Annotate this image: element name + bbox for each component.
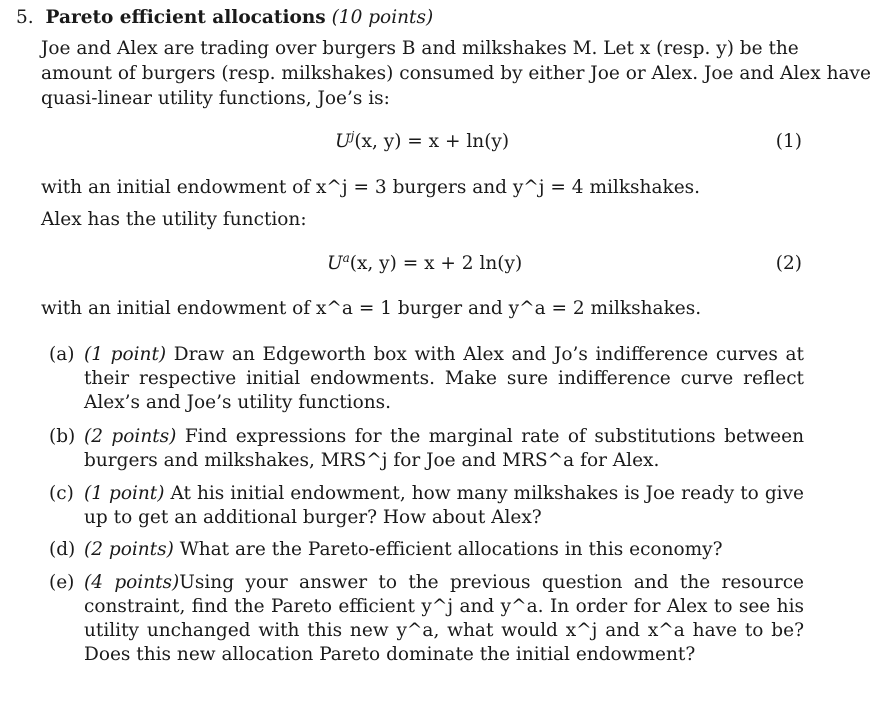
intro-line-1: Joe and Alex are trading over burgers B and milkshakes M. Let x (resp. y) be the [41,38,799,59]
problem-page: 5. Pareto efficient allocations (10 points) Joe and Alex are trading over burgers B and milkshakes M. Let x (resp. y) be the amount of burgers (resp. milkshakes) consumed by either Joe or Alex. Joe and Alex have quasi-linear utility functions, Joe’s is: $U^j(x$, y) = x + ln(y) (1) with an initial endowment of x^j = 3 burgers and y^j = 4 milkshakes. Alex has the utility function: $U^a(x$, y) = x + 2 ln(y) (2) with an initial endowment of x^a = 1 burger and y^a = 2 milkshakes. (a) (1 point) Draw an Edgeworth box with Alex and Jo’s indifference curves at their respective initial endowments. Make sure indifference curve reflect Alex’s and Joe’s utility functions. (b) (2 points) Find expressions for the marginal rate of substitutions between burgers and milkshakes, MRS^j for Joe and MRS^a for Alex. (c) (1 point) At his initial endowment, how many milkshakes is Joe ready to give up to get an additional burger? How about Alex? (d) (2 points) What are the Pareto-efficient allocations in this economy? (e) (4 points)Using your answer to the previous question and the resource constraint, find the Pareto efficient y^j and y^a. In order for Alex to see his utility unchanged with this new y^a, what would x^j and x^a have to be? Does this new allocation Pareto dominate the initial endowment? [16,7,871,665]
equation-alex-utility: $U^a(x$, y) = x + 2 ln(y) [327,251,523,274]
alex-endowment: with an initial endowment of x^a = 1 burger and y^a = 2 milkshakes. [41,298,702,319]
intro-line-2: amount of burgers (resp. milkshakes) consumed by either Joe or Alex. Joe and Alex have [41,63,871,84]
problem-number: 5. [16,7,34,28]
problem-points: (10 points) [331,7,434,28]
equation-joe-utility: $U^j(x$, y) = x + ln(y) [335,129,510,152]
intro-line-3: quasi-linear utility functions, Joe’s is: [41,88,390,109]
alex-intro: Alex has the utility function: [41,209,307,230]
equation-2-number: (2) [775,253,802,274]
joe-endowment: with an initial endowment of x^j = 3 burgers and y^j = 4 milkshakes. [41,177,701,198]
problem-heading [16,6,433,30]
equation-1-number: (1) [775,131,802,152]
problem-title: Pareto efficient allocations [45,7,326,28]
